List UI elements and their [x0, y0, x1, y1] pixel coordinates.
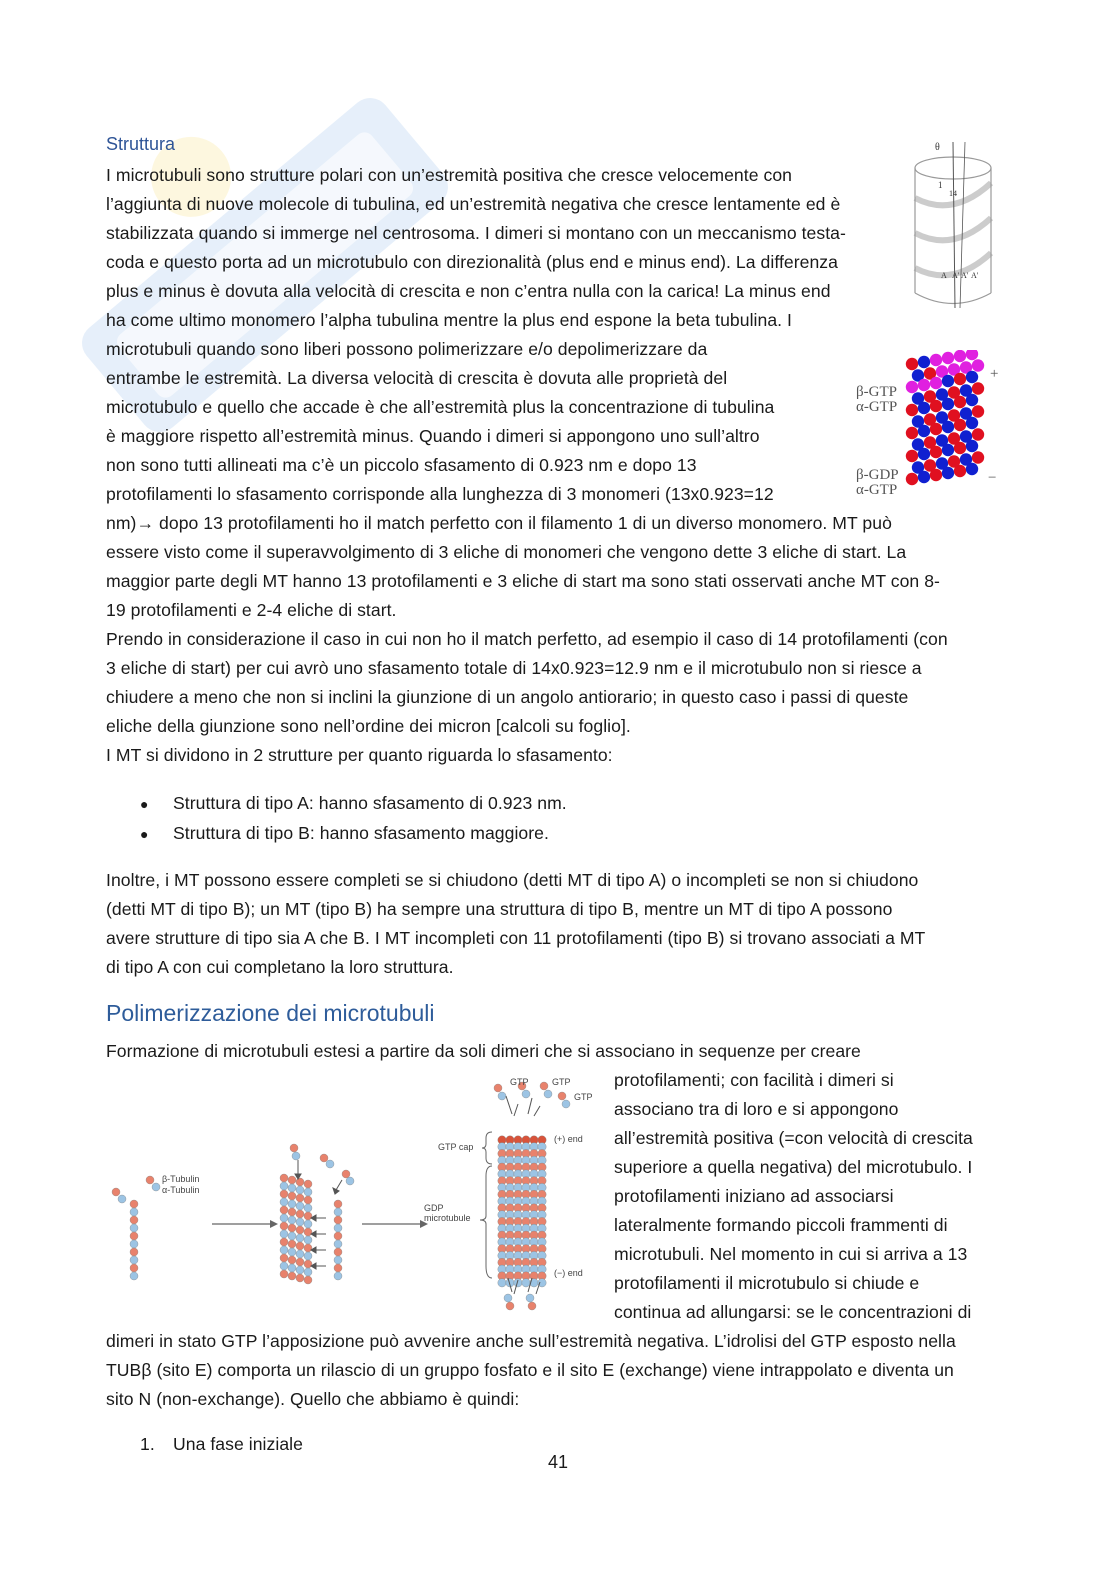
helix-label: A'	[971, 271, 979, 280]
tubulin-bead	[526, 1294, 534, 1302]
tubulin-monomer	[906, 358, 918, 370]
helix-label: A	[941, 271, 947, 280]
tubulin-bead	[288, 1192, 296, 1200]
tubulin-bead	[334, 1240, 342, 1248]
tubulin-bead	[288, 1184, 296, 1192]
tubulin-bead	[304, 1236, 312, 1244]
list-item: Struttura di tipo A: hanno sfasamento di 0.923 nm.	[173, 793, 567, 813]
tubulin-bead	[288, 1240, 296, 1248]
section-heading-struttura: Struttura	[106, 134, 176, 154]
tubulin-monomer	[966, 371, 978, 383]
tubulin-bead	[288, 1248, 296, 1256]
tubulin-bead	[130, 1232, 138, 1240]
tubulin-bead	[280, 1182, 288, 1190]
tubulin-bead	[544, 1090, 552, 1098]
tubulin-monomer	[942, 398, 954, 410]
list-item: Una fase iniziale	[173, 1434, 303, 1454]
tubulin-bead	[288, 1208, 296, 1216]
tubulin-bead	[296, 1242, 304, 1250]
text-line: l’aggiunta di nuove molecole di tubulina, ed un’estremità negativa che cresce lentamente ed è	[106, 194, 841, 214]
tubulin-bead	[280, 1230, 288, 1238]
tubulin-bead	[292, 1152, 300, 1160]
tubulin-bead	[334, 1256, 342, 1264]
figure-helix-cylinder	[905, 138, 1005, 314]
tubulin-bead	[522, 1090, 530, 1098]
tubulin-monomer	[918, 402, 930, 414]
tubulin-bead	[304, 1268, 312, 1276]
bullet-marker: ●	[140, 796, 149, 812]
tubulin-bead	[130, 1208, 138, 1216]
tubulin-bead	[296, 1250, 304, 1258]
tubulin-bead	[296, 1218, 304, 1226]
tubulin-bead	[296, 1210, 304, 1218]
text-line: di tipo A con cui completano la loro struttura.	[106, 957, 454, 977]
tubulin-monomer	[930, 354, 942, 366]
tubulin-bead	[296, 1274, 304, 1282]
lattice-label: −	[988, 470, 997, 486]
tubulin-bead	[280, 1222, 288, 1230]
text-line: I microtubuli sono strutture polari con un’estremità positiva che cresce velocemente con	[106, 165, 792, 185]
tubulin-bead	[288, 1272, 296, 1280]
poly-label: (+) end	[554, 1134, 583, 1144]
lattice-label: β-GTP	[856, 384, 897, 400]
text-line: 19 protofilamenti e 2-4 eliche di start.	[106, 600, 397, 620]
tubulin-bead	[130, 1256, 138, 1264]
tubulin-monomer	[954, 396, 966, 408]
tubulin-bead	[288, 1176, 296, 1184]
tubulin-monomer	[918, 448, 930, 460]
tubulin-monomer	[972, 405, 984, 417]
text-line: è maggiore rispetto all’estremità minus. Quando i dimeri si appongono uno sull’altro	[106, 426, 760, 446]
lattice-label: α-GTP	[856, 399, 898, 415]
tubulin-monomer	[918, 356, 930, 368]
tubulin-bead	[342, 1170, 350, 1178]
text-line: avere strutture di tipo sia A che B. I MT incompleti con 11 protofilamenti (tipo B) si trovano associati a MT	[106, 928, 926, 948]
tubulin-monomer	[966, 350, 978, 360]
tubulin-monomer	[906, 427, 918, 439]
text-line: non sono tutti allineati ma c’è un piccolo sfasamento di 0.923 nm e dopo 13	[106, 455, 697, 475]
tubulin-bead	[118, 1195, 126, 1203]
tubulin-monomer	[918, 425, 930, 437]
tubulin-monomer	[942, 375, 954, 387]
page-number: 41	[547, 1452, 569, 1472]
text-line: continua ad allungarsi: se le concentrazioni di	[614, 1302, 972, 1322]
text-line: microtubuli. Nel momento in cui si arriva a 13	[614, 1244, 968, 1264]
text-line: stabilizzata quando si immerge nel centrosoma. I dimeri si montano con un meccanismo testa-	[106, 223, 846, 243]
tubulin-bead	[152, 1183, 160, 1191]
tubulin-bead	[304, 1180, 312, 1188]
tubulin-monomer	[930, 446, 942, 458]
tubulin-bead	[296, 1178, 304, 1186]
helix-label: A'	[952, 271, 960, 280]
text-line: Inoltre, i MT possono essere completi se si chiudono (detti MT di tipo A) o incompleti se non si chiudono	[106, 870, 919, 890]
bullet-marker: ●	[140, 826, 149, 842]
tubulin-bead	[304, 1220, 312, 1228]
text-line: dimeri in stato GTP l’apposizione può avvenire anche sull’estremità negativa. L’idrolisi del GTP esposto nella	[106, 1331, 956, 1351]
tubulin-bead	[498, 1279, 506, 1287]
tubulin-monomer	[930, 400, 942, 412]
tubulin-bead	[296, 1202, 304, 1210]
tubulin-monomer	[942, 467, 954, 479]
tubulin-bead	[112, 1188, 120, 1196]
tubulin-bead	[528, 1302, 536, 1310]
tubulin-bead	[304, 1244, 312, 1252]
lattice-label: +	[990, 366, 999, 382]
text-line: 3 eliche di start) per cui avrò uno sfasamento totale di 14x0.923=12.9 nm e il microtubulo non si riesce a	[106, 658, 922, 678]
tubulin-bead	[288, 1264, 296, 1272]
tubulin-bead	[280, 1238, 288, 1246]
tubulin-monomer	[942, 444, 954, 456]
tubulin-bead	[304, 1204, 312, 1212]
text-line: lateralmente formando piccoli frammenti di	[614, 1215, 948, 1235]
tubulin-monomer	[906, 450, 918, 462]
tubulin-bead	[280, 1246, 288, 1254]
poly-label: GTP	[574, 1092, 593, 1102]
tubulin-bead	[280, 1262, 288, 1270]
tubulin-bead	[494, 1084, 502, 1092]
tubulin-monomer	[930, 377, 942, 389]
poly-label: GDP	[424, 1203, 444, 1213]
tubulin-monomer	[954, 442, 966, 454]
tubulin-monomer	[966, 417, 978, 429]
tubulin-bead	[304, 1196, 312, 1204]
tubulin-bead	[334, 1224, 342, 1232]
tubulin-bead	[334, 1232, 342, 1240]
tubulin-bead	[304, 1260, 312, 1268]
text-line: protofilamenti il microtubulo si chiude e	[614, 1273, 920, 1293]
lattice-label: α-GTP	[856, 482, 898, 498]
tubulin-bead	[326, 1160, 334, 1168]
tubulin-bead	[130, 1272, 138, 1280]
tubulin-bead	[288, 1232, 296, 1240]
text-line: all’estremità positiva (=con velocità di crescita	[614, 1128, 973, 1148]
tubulin-bead	[296, 1226, 304, 1234]
tubulin-bead	[288, 1256, 296, 1264]
tubulin-monomer	[906, 404, 918, 416]
tubulin-monomer	[954, 373, 966, 385]
tubulin-bead	[280, 1190, 288, 1198]
tubulin-monomer	[930, 469, 942, 481]
poly-label: GTP	[510, 1077, 529, 1087]
tubulin-monomer	[972, 428, 984, 440]
lattice-label: β-GDP	[856, 467, 899, 483]
tubulin-bead	[130, 1240, 138, 1248]
tubulin-monomer	[906, 473, 918, 485]
tubulin-bead	[334, 1216, 342, 1224]
tubulin-bead	[504, 1294, 512, 1302]
tubulin-bead	[540, 1082, 548, 1090]
list-item: Struttura di tipo B: hanno sfasamento maggiore.	[173, 823, 549, 843]
tubulin-bead	[304, 1188, 312, 1196]
poly-label: GTP cap	[438, 1142, 474, 1152]
tubulin-monomer	[918, 379, 930, 391]
tubulin-bead	[562, 1100, 570, 1108]
tubulin-bead	[334, 1248, 342, 1256]
tubulin-monomer	[954, 419, 966, 431]
tubulin-bead	[320, 1154, 328, 1162]
tubulin-monomer	[942, 352, 954, 364]
tubulin-bead	[280, 1254, 288, 1262]
tubulin-bead	[304, 1276, 312, 1284]
text-line: chiudere a meno che non si inclini la giunzione di un angolo antiorario; in questo caso i passi di queste	[106, 687, 909, 707]
tubulin-bead	[280, 1198, 288, 1206]
tubulin-monomer	[966, 463, 978, 475]
poly-label: (−) end	[554, 1268, 583, 1278]
poly-label: microtubule	[424, 1213, 471, 1223]
text-line: entrambe le estremità. La diversa velocità di crescita è dovuta alle proprietà del	[106, 368, 728, 388]
tubulin-bead	[296, 1186, 304, 1194]
tubulin-bead	[130, 1224, 138, 1232]
tubulin-bead	[296, 1234, 304, 1242]
tubulin-bead	[296, 1266, 304, 1274]
tubulin-bead	[304, 1252, 312, 1260]
helix-label: 1	[938, 180, 943, 190]
tubulin-bead	[130, 1264, 138, 1272]
text-line: microtubuli quando sono liberi possono polimerizzare e/o depolimerizzare da	[106, 339, 708, 359]
text-line: protofilamenti; con facilità i dimeri si	[614, 1070, 894, 1090]
figure-polymerization	[104, 1066, 604, 1316]
tubulin-monomer	[972, 451, 984, 463]
text-line: nm)→ dopo 13 protofilamenti ho il match perfetto con il filamento 1 di un diverso monomero. MT può	[106, 513, 892, 533]
text-line: ha come ultimo monomero l’alpha tubulina mentre la plus end espone la beta tubulina. I	[106, 310, 792, 330]
tubulin-bead	[290, 1144, 298, 1152]
tubulin-bead	[304, 1212, 312, 1220]
tubulin-monomer	[966, 440, 978, 452]
poly-label: GTP	[552, 1077, 571, 1087]
tubulin-bead	[288, 1224, 296, 1232]
tubulin-bead	[506, 1302, 514, 1310]
tubulin-bead	[334, 1208, 342, 1216]
tubulin-monomer	[942, 421, 954, 433]
tubulin-bead	[280, 1270, 288, 1278]
tubulin-bead	[334, 1264, 342, 1272]
arrow-head	[270, 1220, 278, 1228]
tubulin-bead	[522, 1279, 530, 1287]
tubulin-bead	[130, 1248, 138, 1256]
text-line: plus e minus è dovuta alla velocità di crescita e non c’entra nulla con la carica! La minus end	[106, 281, 831, 301]
tubulin-bead	[280, 1174, 288, 1182]
tubulin-bead	[130, 1216, 138, 1224]
tubulin-monomer	[930, 423, 942, 435]
tubulin-bead	[288, 1200, 296, 1208]
tubulin-bead	[280, 1206, 288, 1214]
tubulin-bead	[346, 1177, 354, 1185]
list-item-number: 1.	[140, 1434, 155, 1454]
tubulin-monomer	[906, 381, 918, 393]
tubulin-bead	[296, 1258, 304, 1266]
text-line: coda e questo porta ad un microtubulo con direzionalità (plus end e minus end). La differenza	[106, 252, 838, 272]
helix-label: θ	[935, 142, 940, 153]
text-line: superiore a quella negativa) del microtubulo. I	[614, 1157, 973, 1177]
helix-label: A'	[961, 271, 969, 280]
tubulin-bead	[334, 1272, 342, 1280]
tubulin-bead	[130, 1200, 138, 1208]
tubulin-bead	[280, 1214, 288, 1222]
text-line: essere visto come il superavvolgimento di 3 eliche di monomeri che vengono dette 3 eliche di start. La	[106, 542, 907, 562]
tubulin-bead	[558, 1092, 566, 1100]
text-line: (detti MT di tipo B); un MT (tipo B) ha sempre una struttura di tipo B, mentre un MT di tipo A possono	[106, 899, 893, 919]
text-line: I MT si dividono in 2 strutture per quanto riguarda lo sfasamento:	[106, 745, 613, 765]
tubulin-bead	[146, 1176, 154, 1184]
text-line: associano tra di loro e si appongono	[614, 1099, 899, 1119]
tubulin-bead	[514, 1279, 522, 1287]
text-line: microtubulo e quello che accade è che all’estremità plus la concentrazione di tubulina	[106, 397, 775, 417]
helix-label: 14	[949, 189, 957, 198]
tubulin-monomer	[972, 382, 984, 394]
tubulin-bead	[288, 1216, 296, 1224]
text-line: maggior parte degli MT hanno 13 protofilamenti e 3 eliche di start ma sono stati osservati anche MT con 8-	[106, 571, 940, 591]
tubulin-bead	[334, 1200, 342, 1208]
text-line: eliche della giunzione sono nell’ordine dei micron [calcoli su foglio].	[106, 716, 631, 736]
text-line: TUBβ (sito E) comporta un rilascio di un gruppo fosfato e il sito E (exchange) viene intrappolato e diventa un	[106, 1360, 954, 1380]
tubulin-monomer	[966, 394, 978, 406]
tubulin-bead	[304, 1228, 312, 1236]
text-line: protofilamenti iniziano ad associarsi	[614, 1186, 894, 1206]
text-line: sito N (non-exchange). Quello che abbiamo è quindi:	[106, 1389, 520, 1409]
text-line: Formazione di microtubuli estesi a partire da soli dimeri che si associano in sequenze per creare	[106, 1041, 861, 1061]
text-line: protofilamenti lo sfasamento corrisponde alla lunghezza di 3 monomeri (13x0.923=12	[106, 484, 774, 504]
text-line: Prendo in considerazione il caso in cui non ho il match perfetto, ad esempio il caso di 14 protofilamenti (con	[106, 629, 948, 649]
tubulin-monomer	[954, 350, 966, 362]
poly-label: β-Tubulin	[162, 1174, 200, 1184]
figure-tubulin-lattice	[850, 350, 1008, 502]
tubulin-monomer	[918, 471, 930, 483]
tubulin-bead	[296, 1194, 304, 1202]
section-heading-polimerizzazione: Polimerizzazione dei microtubuli	[106, 1000, 435, 1026]
tubulin-monomer	[954, 465, 966, 477]
poly-label: α-Tubulin	[162, 1185, 200, 1195]
tubulin-bead	[498, 1092, 506, 1100]
tubulin-monomer	[972, 359, 984, 371]
